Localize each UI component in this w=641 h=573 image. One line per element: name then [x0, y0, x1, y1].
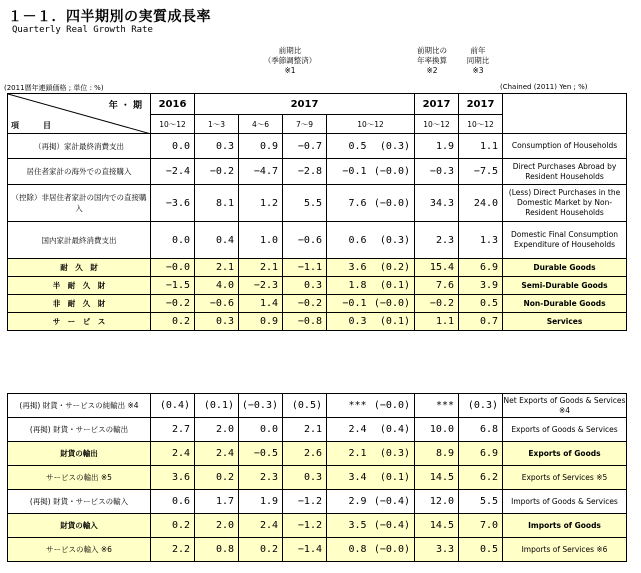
value-cell: 14.5 — [415, 466, 459, 490]
row-label-en: Exports of Services ※5 — [503, 466, 627, 490]
value-cell: (−0.0) — [371, 185, 415, 222]
value-cell: −0.1 — [327, 159, 371, 185]
value-cell: 2.1 — [327, 442, 371, 466]
value-cell: (−0.4) — [371, 490, 415, 514]
value-cell: 0.5 — [459, 295, 503, 313]
value-cell: 0.9 — [239, 313, 283, 331]
value-cell: 8.9 — [415, 442, 459, 466]
value-cell: 2.4 — [327, 418, 371, 442]
value-cell: −0.7 — [283, 134, 327, 159]
value-cell: (0.1) — [371, 277, 415, 295]
table-row — [8, 134, 627, 159]
qoq-note — [250, 46, 330, 76]
value-cell: 14.5 — [415, 514, 459, 538]
unit-right: (Chained (2011) Yen ; %) — [500, 83, 588, 91]
item-label: 項 目 — [11, 121, 51, 130]
value-cell: 1.9 — [415, 134, 459, 159]
value-cell: −1.2 — [283, 514, 327, 538]
value-cell: 0.2 — [151, 514, 195, 538]
header-2016: 2016 — [151, 94, 195, 115]
value-cell: −3.6 — [151, 185, 195, 222]
value-cell: 1.1 — [459, 134, 503, 159]
value-cell: 1.0 — [239, 222, 283, 259]
value-cell: −2.4 — [151, 159, 195, 185]
value-cell: 7.0 — [459, 514, 503, 538]
yoy-note — [456, 46, 500, 76]
value-cell: 3.4 — [327, 466, 371, 490]
value-cell: −0.2 — [151, 295, 195, 313]
yoy-label: 前年 — [470, 46, 486, 55]
annualized-label-2: 年率換算 — [417, 56, 447, 65]
value-cell: *** — [415, 394, 459, 418]
value-cell: −0.6 — [195, 295, 239, 313]
value-cell: (0.5) — [283, 394, 327, 418]
row-label-ja: 財貨の輸入 — [8, 514, 151, 538]
unit-left: (2011暦年連鎖価格 ; 単位 : %) — [4, 84, 104, 92]
value-cell: 0.6 — [327, 222, 371, 259]
row-label-ja: (再掲) 財貨・サービスの純輸出 ※4 — [8, 394, 151, 418]
value-cell: 1.4 — [239, 295, 283, 313]
value-cell: 24.0 — [459, 185, 503, 222]
value-cell: 0.2 — [151, 313, 195, 331]
quarter-header: 10～12 — [151, 115, 195, 134]
row-label-en: Imports of Services ※6 — [503, 538, 627, 562]
value-cell: (−0.0) — [371, 159, 415, 185]
value-cell: −1.2 — [283, 490, 327, 514]
value-cell: 0.2 — [195, 466, 239, 490]
quarter-header: 10～12 — [415, 115, 459, 134]
row-label-ja: 国内家計最終消費支出 — [8, 222, 151, 259]
value-cell: 2.0 — [195, 514, 239, 538]
row-label-en: Consumption of Households — [503, 134, 627, 159]
table-row — [8, 538, 627, 562]
row-label-ja: （再掲）家計最終消費支出 — [8, 134, 151, 159]
row-label-ja: (再掲) 財貨・サービスの輸入 — [8, 490, 151, 514]
year-period-label: 年 ・ 期 — [108, 101, 142, 111]
row-label-ja: サービスの輸出 ※5 — [8, 466, 151, 490]
value-cell: 2.4 — [151, 442, 195, 466]
value-cell: 3.6 — [151, 466, 195, 490]
table-row — [8, 394, 627, 418]
annualized-note — [410, 46, 454, 76]
page-subtitle: Quarterly Real Growth Rate — [12, 25, 153, 35]
value-cell: (−0.0) — [371, 295, 415, 313]
value-cell: (−0.3) — [239, 394, 283, 418]
value-cell: 0.0 — [151, 134, 195, 159]
row-label-ja: 居住者家計の海外での直接購入 — [8, 159, 151, 185]
row-label-ja: 非 耐 久 財 — [8, 295, 151, 313]
value-cell: 1.9 — [239, 490, 283, 514]
value-cell: 0.6 — [151, 490, 195, 514]
value-cell: 2.3 — [415, 222, 459, 259]
row-label-en: Durable Goods — [503, 259, 627, 277]
value-cell: 6.2 — [459, 466, 503, 490]
value-cell: 2.0 — [195, 418, 239, 442]
value-cell: 1.2 — [239, 185, 283, 222]
value-cell: 3.9 — [459, 277, 503, 295]
value-cell: 0.8 — [327, 538, 371, 562]
table-row — [8, 295, 627, 313]
row-label-ja: （控除）非居住者家計の国内での直接購入 — [8, 185, 151, 222]
row-label-en: Services — [503, 313, 627, 331]
row-label-ja: (再掲) 財貨・サービスの輸出 — [8, 418, 151, 442]
header-2017-yoy: 2017 — [459, 94, 503, 115]
value-cell: 0.5 — [459, 538, 503, 562]
value-cell: 2.1 — [195, 259, 239, 277]
quarter-header: 10～12 — [459, 115, 503, 134]
value-cell: −7.5 — [459, 159, 503, 185]
value-cell: −2.3 — [239, 277, 283, 295]
value-cell: (0.1) — [371, 313, 415, 331]
row-label-ja: 耐 久 財 — [8, 259, 151, 277]
value-cell: 1.3 — [459, 222, 503, 259]
value-cell: −2.8 — [283, 159, 327, 185]
value-cell: −0.8 — [283, 313, 327, 331]
value-cell: −0.2 — [283, 295, 327, 313]
value-cell: −0.1 — [327, 295, 371, 313]
header-2017: 2017 — [195, 94, 415, 115]
value-cell: 3.6 — [327, 259, 371, 277]
value-cell: −0.2 — [415, 295, 459, 313]
value-cell: 1.7 — [195, 490, 239, 514]
note2-label: ※2 — [426, 66, 438, 75]
qoq-sa-label: （季節調整済） — [263, 56, 317, 65]
note1-label: ※1 — [284, 66, 296, 75]
value-cell: 7.6 — [415, 277, 459, 295]
value-cell: 2.7 — [151, 418, 195, 442]
value-cell: 34.3 — [415, 185, 459, 222]
row-label-en: Exports of Goods & Services — [503, 418, 627, 442]
row-label-en: Semi-Durable Goods — [503, 277, 627, 295]
value-cell: 0.3 — [195, 313, 239, 331]
row-label-en: Imports of Goods — [503, 514, 627, 538]
value-cell: 2.1 — [283, 418, 327, 442]
table-net-exports — [7, 393, 627, 562]
value-cell: 7.6 — [327, 185, 371, 222]
value-cell: (0.3) — [371, 222, 415, 259]
table-row — [8, 490, 627, 514]
yoy-label-2: 同期比 — [466, 56, 490, 65]
value-cell: 2.3 — [239, 466, 283, 490]
value-cell: 3.3 — [415, 538, 459, 562]
value-cell: (−0.0) — [371, 538, 415, 562]
value-cell: 15.4 — [415, 259, 459, 277]
value-cell: (0.3) — [371, 134, 415, 159]
value-cell: 0.3 — [195, 134, 239, 159]
value-cell: 0.8 — [195, 538, 239, 562]
row-label-en: Domestic Final Consumption Expenditure of Households — [503, 222, 627, 259]
value-cell: 10.0 — [415, 418, 459, 442]
value-cell: 2.1 — [239, 259, 283, 277]
table-row — [8, 277, 627, 295]
value-cell: 0.0 — [151, 222, 195, 259]
value-cell: 0.3 — [283, 277, 327, 295]
corner-header — [8, 94, 151, 134]
value-cell: 2.9 — [327, 490, 371, 514]
header-2017-annualized: 2017 — [415, 94, 459, 115]
value-cell: 6.8 — [459, 418, 503, 442]
value-cell: 2.2 — [151, 538, 195, 562]
value-cell: −0.5 — [239, 442, 283, 466]
value-cell: (0.1) — [195, 394, 239, 418]
row-label-en: Direct Purchases Abroad by Resident Households — [503, 159, 627, 185]
value-cell: 1.1 — [415, 313, 459, 331]
value-cell: (−0.4) — [371, 514, 415, 538]
value-cell: −0.3 — [415, 159, 459, 185]
row-label-en: Net Exports of Goods & Services ※4 — [503, 394, 627, 418]
value-cell: 3.5 — [327, 514, 371, 538]
value-cell: 0.3 — [327, 313, 371, 331]
value-cell: 8.1 — [195, 185, 239, 222]
table-row — [8, 222, 627, 259]
value-cell: −0.0 — [151, 259, 195, 277]
value-cell: −1.1 — [283, 259, 327, 277]
value-cell: 2.6 — [283, 442, 327, 466]
value-cell: 0.9 — [239, 134, 283, 159]
table-row — [8, 159, 627, 185]
value-cell: −1.5 — [151, 277, 195, 295]
value-cell: 5.5 — [283, 185, 327, 222]
table-row — [8, 442, 627, 466]
value-cell: −0.6 — [283, 222, 327, 259]
quarter-header: 1～3 — [195, 115, 239, 134]
value-cell: 5.5 — [459, 490, 503, 514]
value-cell: (0.4) — [371, 418, 415, 442]
quarter-header: 7～9 — [283, 115, 327, 134]
value-cell: 0.4 — [195, 222, 239, 259]
row-label-en: Non-Durable Goods — [503, 295, 627, 313]
table-row — [8, 514, 627, 538]
value-cell: −0.2 — [195, 159, 239, 185]
value-cell: (0.2) — [371, 259, 415, 277]
table-row — [8, 418, 627, 442]
row-label-en: (Less) Direct Purchases in the Domestic Market by Non-Resident Households — [503, 185, 627, 222]
value-cell: 2.4 — [239, 514, 283, 538]
english-header-cell — [503, 94, 627, 134]
row-label-ja: 半 耐 久 財 — [8, 277, 151, 295]
note3-label: ※3 — [472, 66, 484, 75]
row-label-ja: 財貨の輸出 — [8, 442, 151, 466]
value-cell: 0.0 — [239, 418, 283, 442]
table-household-consumption — [7, 93, 627, 331]
value-cell: −1.4 — [283, 538, 327, 562]
value-cell: 6.9 — [459, 259, 503, 277]
value-cell: (0.4) — [151, 394, 195, 418]
value-cell: 0.3 — [283, 466, 327, 490]
table-row — [8, 185, 627, 222]
quarter-header: 4～6 — [239, 115, 283, 134]
row-label-en: Exports of Goods — [503, 442, 627, 466]
annualized-label: 前期比の — [417, 46, 447, 55]
value-cell: 2.4 — [195, 442, 239, 466]
value-cell: (0.3) — [459, 394, 503, 418]
quarter-header: 10～12 — [327, 115, 415, 134]
value-cell: (−0.0) — [371, 394, 415, 418]
value-cell: 12.0 — [415, 490, 459, 514]
table-row — [8, 313, 627, 331]
value-cell: 4.0 — [195, 277, 239, 295]
row-label-en: Imports of Goods & Services — [503, 490, 627, 514]
value-cell: 0.2 — [239, 538, 283, 562]
value-cell: 0.7 — [459, 313, 503, 331]
value-cell: (0.3) — [371, 442, 415, 466]
row-label-ja: サ ー ビ ス — [8, 313, 151, 331]
row-label-ja: サービスの輸入 ※6 — [8, 538, 151, 562]
value-cell: −4.7 — [239, 159, 283, 185]
table-row — [8, 259, 627, 277]
table-row — [8, 466, 627, 490]
value-cell: 1.8 — [327, 277, 371, 295]
value-cell: *** — [327, 394, 371, 418]
value-cell: (0.1) — [371, 466, 415, 490]
value-cell: 0.5 — [327, 134, 371, 159]
page-title: １－１．四半期別の実質成長率 — [8, 9, 211, 25]
qoq-label: 前期比 — [278, 46, 302, 55]
value-cell: 6.9 — [459, 442, 503, 466]
